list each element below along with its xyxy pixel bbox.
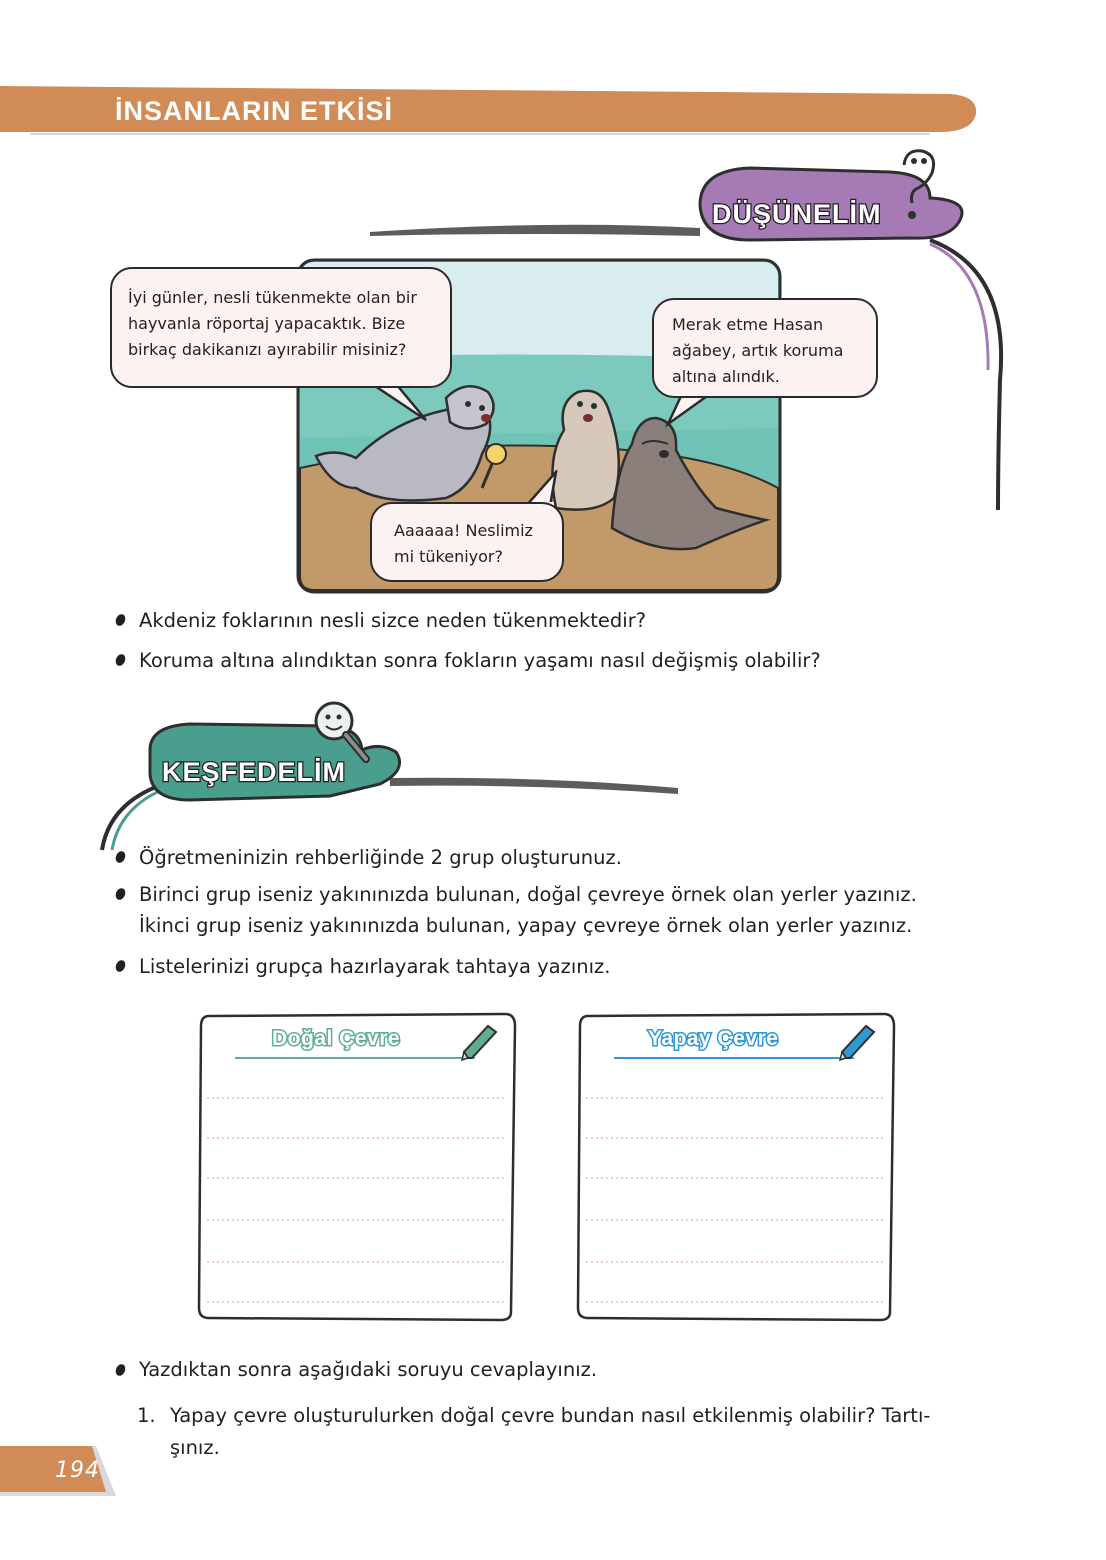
bubble-line: İyi günler, nesli tükenmekte olan bir xyxy=(128,288,417,307)
speech-bubble-reporter xyxy=(110,267,452,388)
instruction-1: Öğretmeninizin rehberliğinde 2 grup oluşturunuz. xyxy=(139,846,622,869)
answer-instruction: Yazdıktan sonra aşağıdaki soruyu cevaplayınız. xyxy=(139,1358,598,1381)
bubble-tail-1 xyxy=(370,384,430,424)
bubble-line: altına alındık. xyxy=(672,367,780,386)
speech-bubble-seal-surprised xyxy=(370,502,564,582)
dusunelim-tag: DÜŞÜNELİM xyxy=(712,199,882,229)
pencil-icon xyxy=(460,1022,500,1062)
instruction-3: İkinci grup iseniz yakınınızda bulunan, yapay çevreye örnek olan yerler yazınız. xyxy=(139,914,913,937)
page-number: 194 xyxy=(55,1458,100,1483)
bubble-line: ağabey, artık koruma xyxy=(672,341,844,360)
bubble-line: Aaaaaa! Neslimiz xyxy=(394,521,533,540)
bullet-icon xyxy=(114,959,127,974)
bubble-tail-2 xyxy=(664,394,724,428)
question-1: Akdeniz foklarının nesli sizce neden tükenmektedir? xyxy=(139,609,647,632)
bubble-line: mi tükeniyor? xyxy=(394,547,503,566)
kesfedelim-tag: KEŞFEDELİM xyxy=(162,757,347,787)
numbered-question-line-2: şınız. xyxy=(170,1436,220,1459)
bullet-icon xyxy=(114,653,127,668)
bullet-icon xyxy=(114,887,127,902)
card-title-artificial: Yapay Çevre xyxy=(648,1027,779,1050)
bubble-line: Merak etme Hasan xyxy=(672,315,824,334)
section-title: İNSANLARIN ETKİSİ xyxy=(115,96,394,126)
speech-bubble-seal-calm xyxy=(652,298,878,398)
bubble-line: hayvanla röportaj yapacaktık. Bize xyxy=(128,314,406,333)
question-number: 1. xyxy=(137,1404,156,1427)
bubble-line: birkaç dakikanızı ayırabilir misiniz? xyxy=(128,340,407,359)
instruction-2: Birinci grup iseniz yakınınızda bulunan, doğal çevreye örnek olan yerler yazınız. xyxy=(139,883,917,906)
bullet-icon xyxy=(114,1363,127,1378)
bullet-icon xyxy=(114,613,127,628)
pencil-icon xyxy=(838,1022,878,1062)
instruction-4: Listelerinizi grupça hazırlayarak tahtaya yazınız. xyxy=(139,955,611,978)
thinking-question-icon xyxy=(890,145,946,225)
question-2: Koruma altına alındıktan sonra fokların yaşamı nasıl değişmiş olabilir? xyxy=(139,649,821,672)
card-title-natural: Doğal Çevre xyxy=(272,1027,401,1050)
bubble-tail-3 xyxy=(520,470,560,506)
numbered-question-line-1: Yapay çevre oluşturulurken doğal çevre bundan nasıl etkilenmiş olabilir? Tartı- xyxy=(170,1404,931,1427)
